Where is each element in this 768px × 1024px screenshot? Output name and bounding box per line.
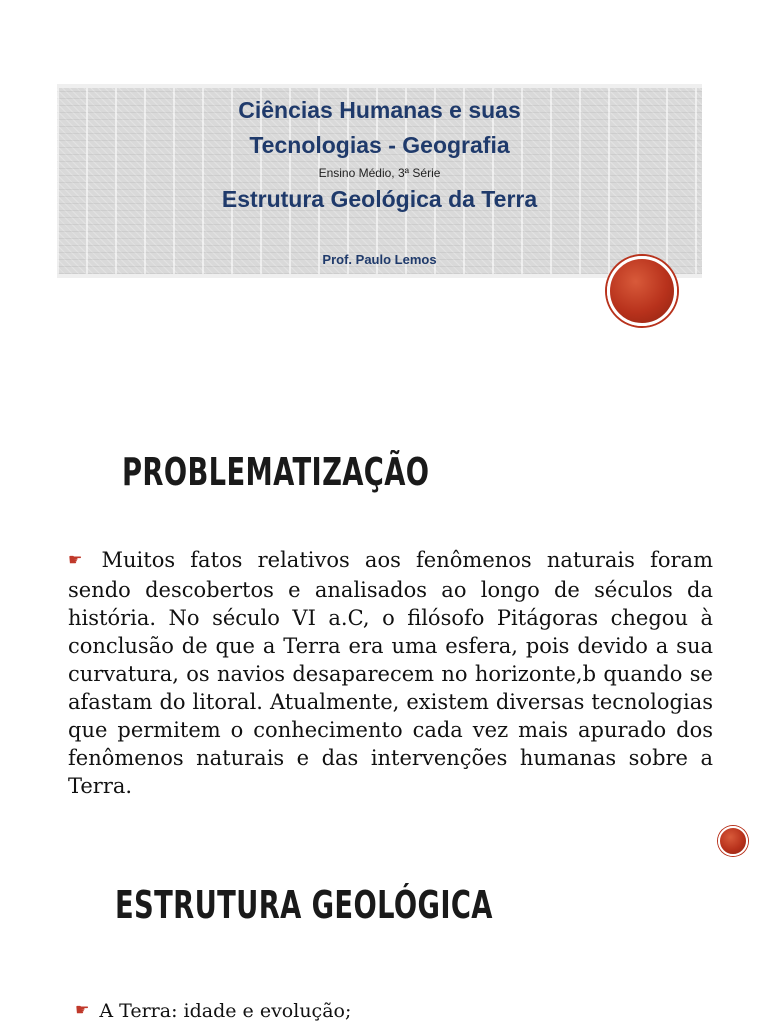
author: Prof. Paulo Lemos xyxy=(322,252,437,267)
section-heading-estrutura-geologica: ESTRUTURA GEOLÓGICA xyxy=(115,883,493,927)
list-item-text: A Terra: idade e evolução; xyxy=(99,1000,352,1022)
topic-title: Estrutura Geológica da Terra xyxy=(221,186,538,212)
title-line-1: Ciências Humanas e suas xyxy=(238,97,521,123)
title-line-2: Tecnologias - Geografia xyxy=(249,132,510,158)
decorative-circle-icon xyxy=(607,256,677,326)
paragraph xyxy=(68,546,713,800)
pointing-hand-icon: ☛ xyxy=(75,1000,90,1019)
subtitle: Ensino Médio, 3ª Série xyxy=(318,166,441,180)
pointing-hand-icon: ☛ xyxy=(68,550,83,569)
section-heading-problematizacao: PROBLEMATIZAÇÃO xyxy=(122,450,430,494)
decorative-circle-icon xyxy=(718,826,748,856)
title-slide-banner xyxy=(57,84,702,278)
paragraph-text: Muitos fatos relativos aos fenômenos naturais foram sendo descobertos e analisados ao longo de séculos da história. No século VI a.C, o filósofo Pitágoras chegou à conclusão de que a Terra era uma esfera, pois devido a sua curvatura, os navios desaparecem no horizonte,b quando se afastam do litoral. Atualmente, existem diversas tecnologias que permitem o conhecimento cada vez mais apurado dos fenômenos naturais e das intervenções humanas sobre a Terra. xyxy=(68,548,713,798)
list-item xyxy=(75,1000,351,1022)
